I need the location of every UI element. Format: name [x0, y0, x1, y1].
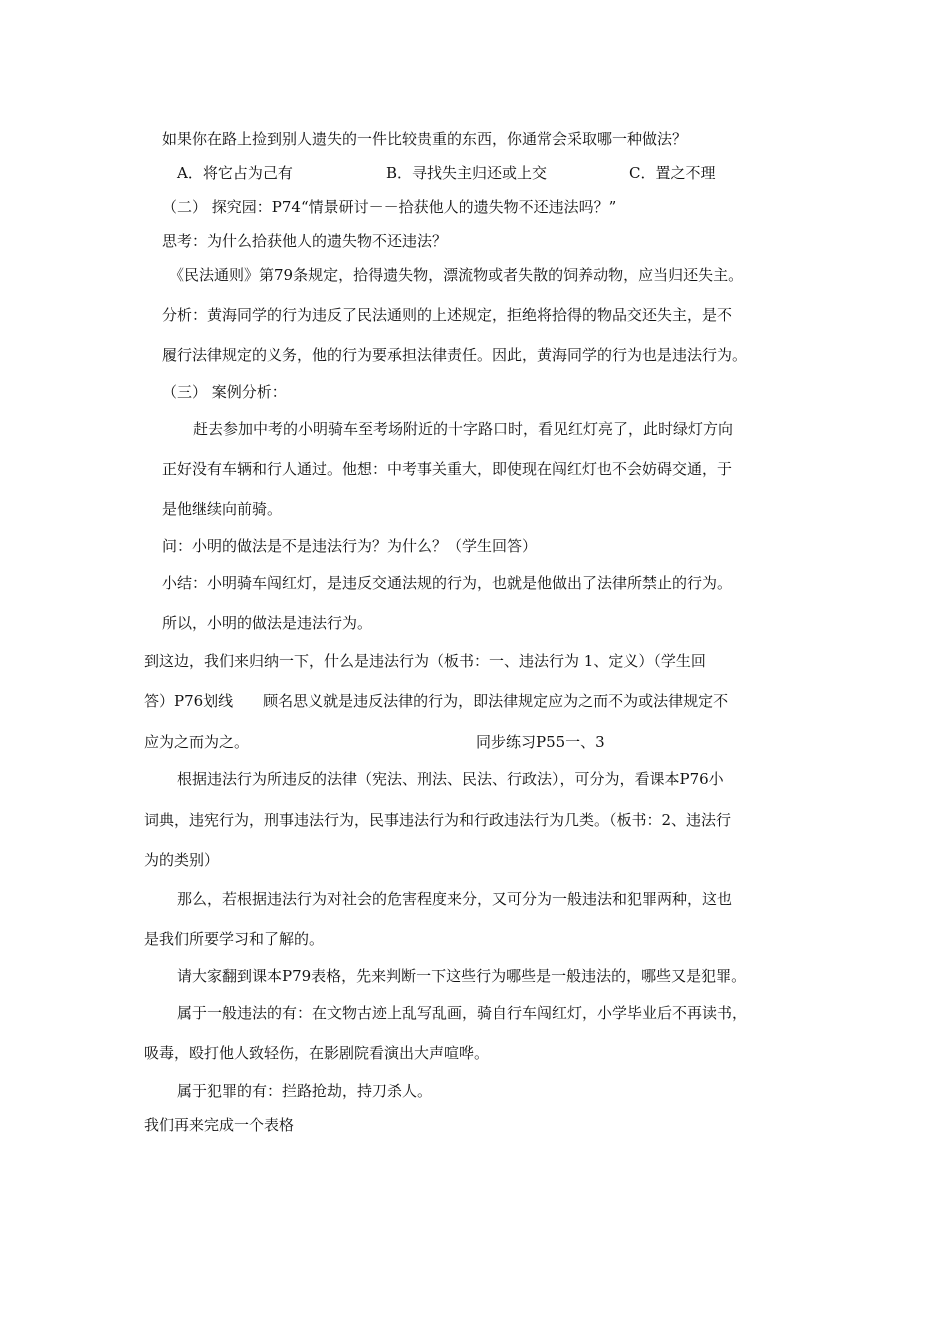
section-heading-case: （三） 案例分析： — [162, 383, 287, 401]
closing-line: 我们再来完成一个表格 — [144, 1116, 295, 1134]
severity-line-2: 是我们所要学习和了解的。 — [144, 930, 325, 948]
analysis-line-1: 分析：黄海同学的行为违反了民法通则的上述规定，拒绝将拾得的物品交还失主，是不 — [162, 306, 733, 324]
definition-line-1: 到这边，我们来归纳一下，什么是违法行为（板书：一、违法行为 1、定义）（学生回 — [144, 652, 706, 670]
crime-line: 属于犯罪的有：拦路抢劫，持刀杀人。 — [177, 1082, 433, 1100]
section-heading-explore: （二） 探究园：P74“情景研讨－－拾获他人的遗失物不还违法吗？” — [162, 198, 617, 216]
summary-line-2: 所以，小明的做法是违法行为。 — [162, 614, 373, 632]
category-line-1: 根据违法行为所违反的法律（宪法、刑法、民法、行政法），可分为，看课本P76小 — [177, 770, 724, 788]
case-line-2: 正好没有车辆和行人通过。他想：中考事关重大，即使现在闯红灯也不会妨碍交通，于 — [162, 460, 733, 478]
exercise-reference: 同步练习P55一、3 — [476, 733, 605, 751]
case-line-1: 赶去参加中考的小明骑车至考场附近的十字路口时，看见红灯亮了，此时绿灯方向 — [193, 420, 734, 438]
option-b: B．寻找失主归还或上交 — [386, 164, 548, 182]
category-line-3: 为的类别） — [144, 851, 220, 869]
summary-line-1: 小结：小明骑车闯红灯，是违反交通法规的行为，也就是他做出了法律所禁止的行为。 — [162, 574, 733, 592]
question-line: 如果你在路上捡到别人遗失的一件比较贵重的东西，你通常会采取哪一种做法？ — [162, 130, 688, 148]
definition-line-3: 应为之而为之。 — [144, 733, 250, 751]
case-line-3: 是他继续向前骑。 — [162, 500, 283, 518]
think-question: 思考：为什么拾获他人的遗失物不还违法？ — [162, 232, 448, 250]
case-question: 问：小明的做法是不是违法行为？为什么？（学生回答） — [162, 537, 538, 555]
general-violation-line-1: 属于一般违法的有：在文物古迹上乱写乱画，骑自行车闯红灯，小学毕业后不再读书， — [177, 1004, 748, 1022]
table-instruction: 请大家翻到课本P79表格，先来判断一下这些行为哪些是一般违法的，哪些又是犯罪。 — [177, 967, 747, 985]
law-citation: 《民法通则》第79条规定，拾得遗失物，漂流物或者失散的饲养动物，应当归还失主。 — [169, 266, 744, 284]
severity-line-1: 那么，若根据违法行为对社会的危害程度来分，又可分为一般违法和犯罪两种，这也 — [177, 890, 733, 908]
option-c: C．置之不理 — [629, 164, 716, 182]
option-a: A．将它占为己有 — [177, 164, 293, 182]
general-violation-line-2: 吸毒，殴打他人致轻伤，在影剧院看演出大声喧哗。 — [144, 1044, 490, 1062]
analysis-line-2: 履行法律规定的义务，他的行为要承担法律责任。因此，黄海同学的行为也是违法行为。 — [162, 346, 748, 364]
category-line-2: 词典，违宪行为，刑事违法行为，民事违法行为和行政违法行为几类。（板书：2、违法行 — [144, 811, 732, 829]
definition-line-2: 答）P76划线 顾名思义就是违反法律的行为，即法律规定应为之而不为或法律规定不 — [144, 692, 729, 710]
